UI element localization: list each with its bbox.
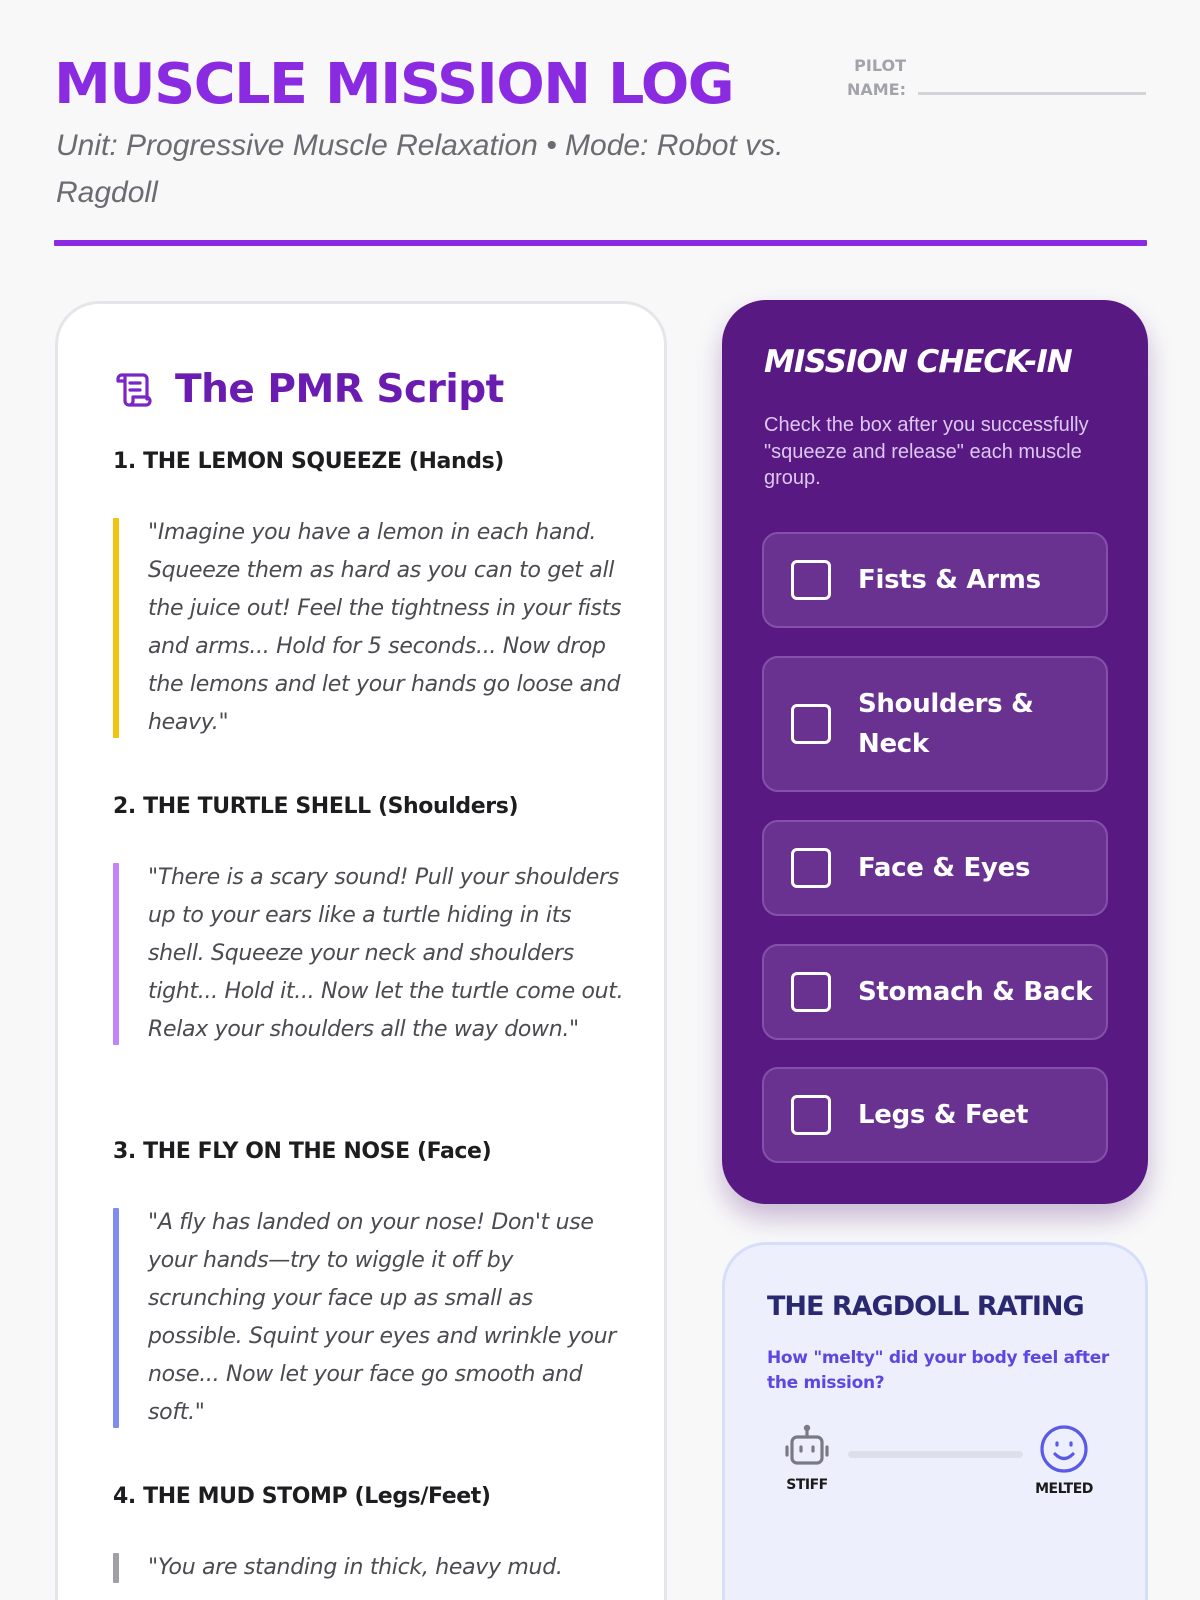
checklist-item-label: Legs & Feet xyxy=(858,1100,1029,1130)
pilot-name-field[interactable] xyxy=(918,92,1146,95)
checkin-description: Check the box after you successfully "squeeze and release" each muscle group. xyxy=(764,414,1089,489)
step-quote: "Imagine you have a lemon in each hand. Squeeze them as hard as you can to get all the juice out! Feel the tightness in your fists and arms... Hold for 5 seconds... Now drop the lemons and let your hands go loose and heavy." xyxy=(113,514,633,742)
page-title: MUSCLE MISSION LOG xyxy=(54,52,734,117)
script-step xyxy=(113,1484,633,1587)
mission-checkin-card xyxy=(722,300,1148,1204)
step-quote: "There is a scary sound! Pull your shoulders up to your ears like a turtle hiding in its shell. Squeeze your neck and shoulders tight... Hold it... Now let the turtle come out. Relax your shoulders all the way down." xyxy=(113,859,633,1049)
checkbox[interactable] xyxy=(791,972,831,1012)
header-divider xyxy=(54,240,1147,246)
script-step xyxy=(113,1139,633,1432)
robot-icon xyxy=(783,1423,831,1471)
step-heading: 3. THE FLY ON THE NOSE (Face) xyxy=(113,1139,492,1164)
smiley-icon xyxy=(1038,1423,1090,1475)
checklist-item-label: Face & Eyes xyxy=(858,853,1031,883)
scale-stiff-end[interactable] xyxy=(767,1423,847,1493)
checklist-item-label: Fists & Arms xyxy=(858,565,1041,595)
scale-left-label: STIFF xyxy=(786,1477,828,1493)
ragdoll-title: THE RAGDOLL RATING xyxy=(767,1291,1084,1322)
pmr-script-card xyxy=(55,301,667,1600)
step-quote: "You are standing in thick, heavy mud. xyxy=(113,1549,633,1587)
checklist-item-face-eyes[interactable] xyxy=(762,820,1108,916)
script-title: The PMR Script xyxy=(175,366,504,412)
checklist-item-label: Shoulders & Neck xyxy=(858,689,1034,759)
script-step xyxy=(113,794,633,1049)
checklist-item-fists-arms[interactable] xyxy=(762,532,1108,628)
scroll-icon xyxy=(113,369,153,409)
page-subtitle: Unit: Progressive Muscle Relaxation • Mode: Robot vs. Ragdoll xyxy=(56,129,784,209)
checkbox[interactable] xyxy=(791,1095,831,1135)
checkbox[interactable] xyxy=(791,704,831,744)
checkin-title: MISSION CHECK-IN xyxy=(764,344,1072,380)
checklist-item-shoulders-neck[interactable] xyxy=(762,656,1108,792)
step-quote: "A fly has landed on your nose! Don't use your hands—try to wiggle it off by scrunching your face up as small as possible. Squint your eyes and wrinkle your nose... Now let your face go smooth and soft." xyxy=(113,1204,633,1432)
checklist-item-label: Stomach & Back xyxy=(858,977,1093,1007)
script-header xyxy=(113,364,504,414)
step-heading: 4. THE MUD STOMP (Legs/Feet) xyxy=(113,1484,491,1509)
checklist-item-stomach-back[interactable] xyxy=(762,944,1108,1040)
ragdoll-rating-card xyxy=(722,1242,1148,1600)
pilot-name-label: PILOT NAME: xyxy=(846,56,906,99)
step-heading: 1. THE LEMON SQUEEZE (Hands) xyxy=(113,449,504,474)
checkbox[interactable] xyxy=(791,560,831,600)
scale-melted-end[interactable] xyxy=(1024,1423,1104,1497)
step-heading: 2. THE TURTLE SHELL (Shoulders) xyxy=(113,794,519,819)
checklist-item-legs-feet[interactable] xyxy=(762,1067,1108,1163)
script-step xyxy=(113,449,633,742)
rating-scale-track[interactable] xyxy=(848,1451,1023,1458)
checkbox[interactable] xyxy=(791,848,831,888)
ragdoll-question: How "melty" did your body feel after the mission? xyxy=(767,1348,1110,1393)
scale-right-label: MELTED xyxy=(1035,1481,1093,1497)
